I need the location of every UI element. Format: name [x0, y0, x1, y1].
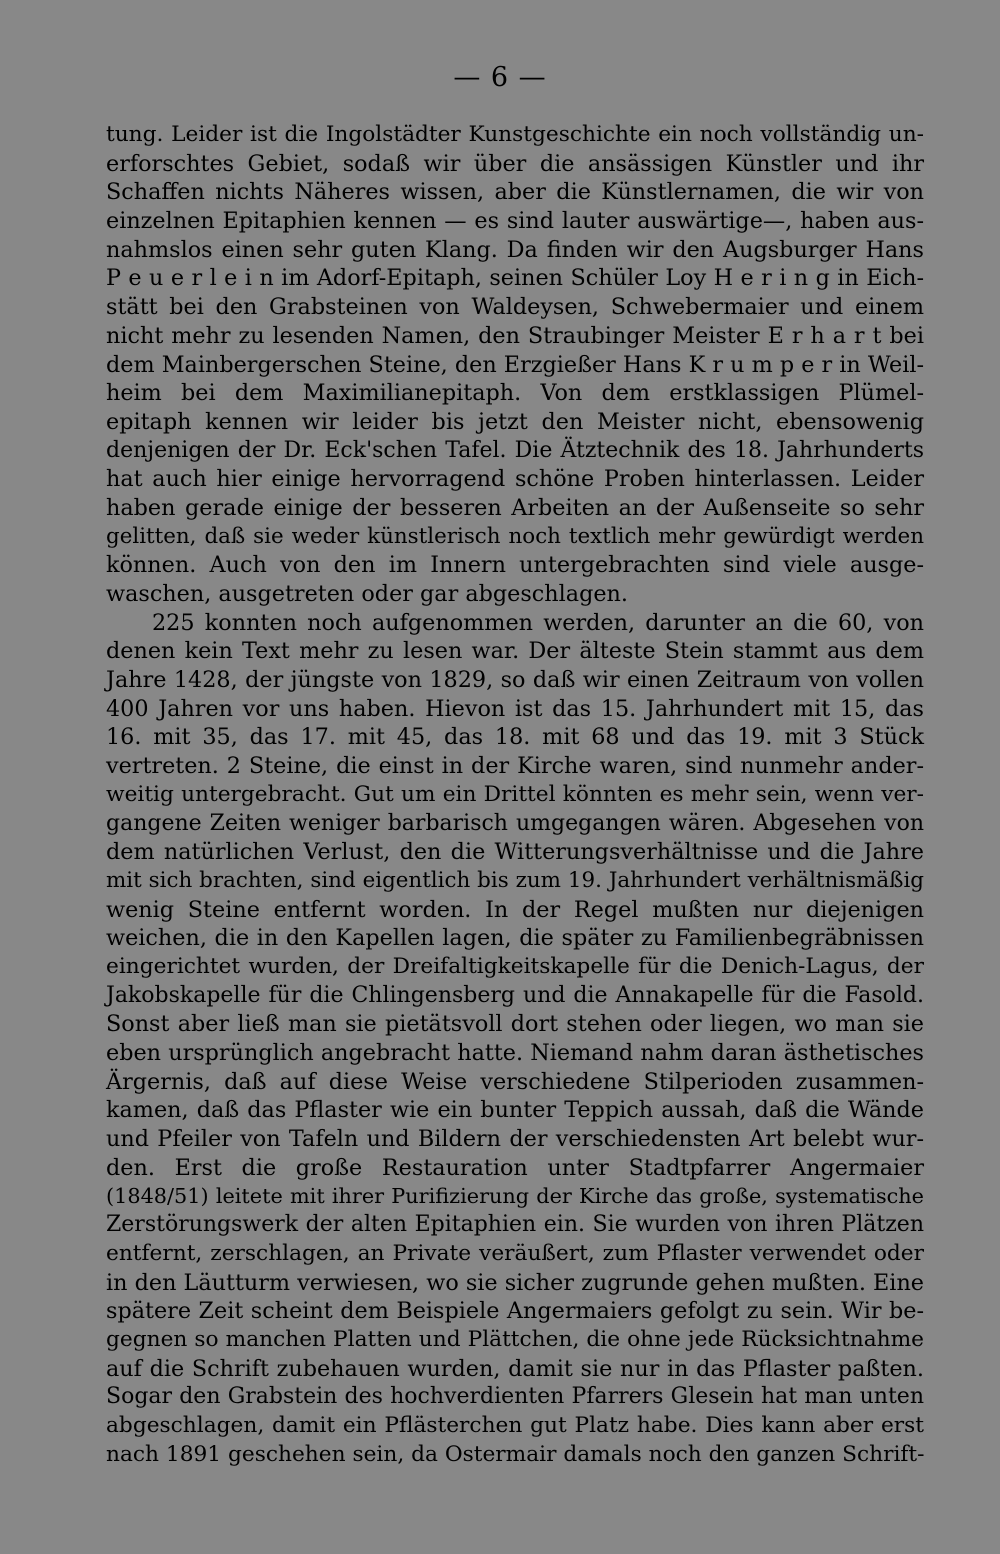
text-line: weichen, die in den Kapellen lagen, die später zu Familienbegräbnissen	[106, 925, 924, 952]
text-line: Jahre 1428, der jüngste von 1829, so daß wir einen Zeitraum von vollen	[106, 667, 924, 694]
text-line: stätt bei den Grabsteinen von Waldeysen, Schwebermaier und einem	[106, 294, 924, 321]
text-line: Jakobskapelle für die Chlingensberg und die Annakapelle für die Fasold.	[106, 982, 924, 1008]
text-line: weitig untergebracht. Gut um ein Drittel könnten es mehr sein, wenn ver-	[106, 781, 924, 807]
text-line: dem Mainbergerschen Steine, den Erzgießer Hans K r u m p e r in Weil-	[106, 351, 924, 378]
text-line: nach 1891 geschehen sein, da Ostermair damals noch den ganzen Schrift-	[106, 1441, 925, 1467]
text-line: 16. mit 35, das 17. mit 45, das 18. mit 68 und das 19. mit 3 Stück	[106, 724, 924, 751]
text-line: (1848/51) leitete mit ihrer Purifizierung der Kirche das große, systematische	[106, 1184, 924, 1209]
text-line: spätere Zeit scheint dem Beispiele Angermaiers gefolgt zu sein. Wir be-	[106, 1298, 924, 1325]
text-line: vertreten. 2 Steine, die einst in der Kirche waren, sind nunmehr ander-	[106, 753, 924, 780]
text-line: eingerichtet wurden, der Dreifaltigkeitskapelle für die Denich-Lagus, der	[106, 953, 924, 979]
text-line: in den Läutturm verwiesen, wo sie sicher zugrunde gehen mußten. Eine	[106, 1269, 924, 1296]
text-line: einzelnen Epitaphien kennen — es sind lauter auswärtige—, haben aus-	[106, 208, 924, 235]
text-line: erforschtes Gebiet, sodaß wir über die ansässigen Künstler und ihr	[106, 150, 924, 177]
text-line: gangene Zeiten weniger barbarisch umgegangen wären. Abgesehen von	[106, 810, 924, 836]
text-line: nicht mehr zu lesenden Namen, den Straubinger Meister E r h a r t bei	[106, 322, 924, 349]
text-line: hat auch hier einige hervorragend schöne Proben hinterlassen. Leider	[106, 466, 924, 493]
body-text	[106, 121, 924, 1469]
text-line: denjenigen der Dr. Eck'schen Tafel. Die Ätztechnik des 18. Jahrhunderts	[106, 437, 924, 463]
text-line: nahmslos einen sehr guten Klang. Da finden wir den Augsburger Hans	[106, 236, 924, 263]
text-line: auf die Schrift zubehauen wurden, damit sie nur in das Pflaster paßten.	[106, 1355, 924, 1382]
text-line: eben ursprünglich angebracht hatte. Niemand nahm daran ästhetisches	[106, 1040, 924, 1066]
text-line: heim bei dem Maximilianepitaph. Von dem erstklassigen Plümel-	[106, 380, 924, 407]
text-line: Sogar den Grabstein des hochverdienten Pfarrers Glesein hat man unten	[106, 1384, 924, 1410]
text-line: gelitten, daß sie weder künstlerisch noch textlich mehr gewürdigt werden	[106, 523, 924, 549]
text-line: den. Erst die große Restauration unter Stadtpfarrer Angermaier	[106, 1154, 924, 1181]
text-line: dem natürlichen Verlust, den die Witterungsverhältnisse und die Jahre	[106, 839, 924, 866]
text-line: epitaph kennen wir leider bis jetzt den Meister nicht, ebensowenig	[106, 408, 924, 435]
text-line: 225 konnten noch aufgenommen werden, darunter an die 60, von	[152, 609, 924, 636]
text-line: haben gerade einige der besseren Arbeiten an der Außenseite so sehr	[106, 494, 924, 521]
text-line: 400 Jahren vor uns haben. Hievon ist das 15. Jahrhundert mit 15, das	[106, 695, 924, 722]
page-number: — 6 —	[453, 62, 547, 93]
text-line: gegnen so manchen Platten und Plättchen, die ohne jede Rücksichtnahme	[106, 1326, 924, 1352]
text-line: abgeschlagen, damit ein Pflästerchen gut Platz habe. Dies kann aber erst	[106, 1412, 924, 1438]
text-line: mit sich brachten, sind eigentlich bis zum 19. Jahrhundert verhältnismäßig	[106, 867, 924, 893]
text-line: Sonst aber ließ man sie pietätsvoll dort stehen oder liegen, wo man sie	[106, 1011, 924, 1038]
text-line: wenig Steine entfernt worden. In der Regel mußten nur diejenigen	[106, 896, 924, 923]
text-line: denen kein Text mehr zu lesen war. Der älteste Stein stammt aus dem	[106, 638, 924, 665]
text-line: Zerstörungswerk der alten Epitaphien ein. Sie wurden von ihren Plätzen	[106, 1212, 924, 1238]
text-line: waschen, ausgetreten oder gar abgeschlagen.	[106, 581, 628, 607]
text-line: Schaffen nichts Näheres wissen, aber die Künstlernamen, die wir von	[106, 179, 924, 206]
text-line: kamen, daß das Pflaster wie ein bunter Teppich aussah, daß die Wände	[106, 1097, 924, 1124]
text-line: entfernt, zerschlagen, an Private veräußert, zum Pflaster verwendet oder	[106, 1240, 924, 1266]
text-line: und Pfeiler von Tafeln und Bildern der verschiedensten Art belebt wur-	[106, 1126, 924, 1153]
text-line: können. Auch von den im Innern untergebrachten sind viele ausge-	[106, 552, 924, 579]
text-line: Ärgernis, daß auf diese Weise verschiedene Stilperioden zusammen-	[106, 1068, 924, 1095]
text-line: tung. Leider ist die Ingolstädter Kunstgeschichte ein noch vollständig un-	[106, 122, 924, 147]
text-line: P e u e r l e i n im Adorf-Epitaph, seinen Schüler Loy H e r i n g in Eich-	[106, 265, 924, 292]
